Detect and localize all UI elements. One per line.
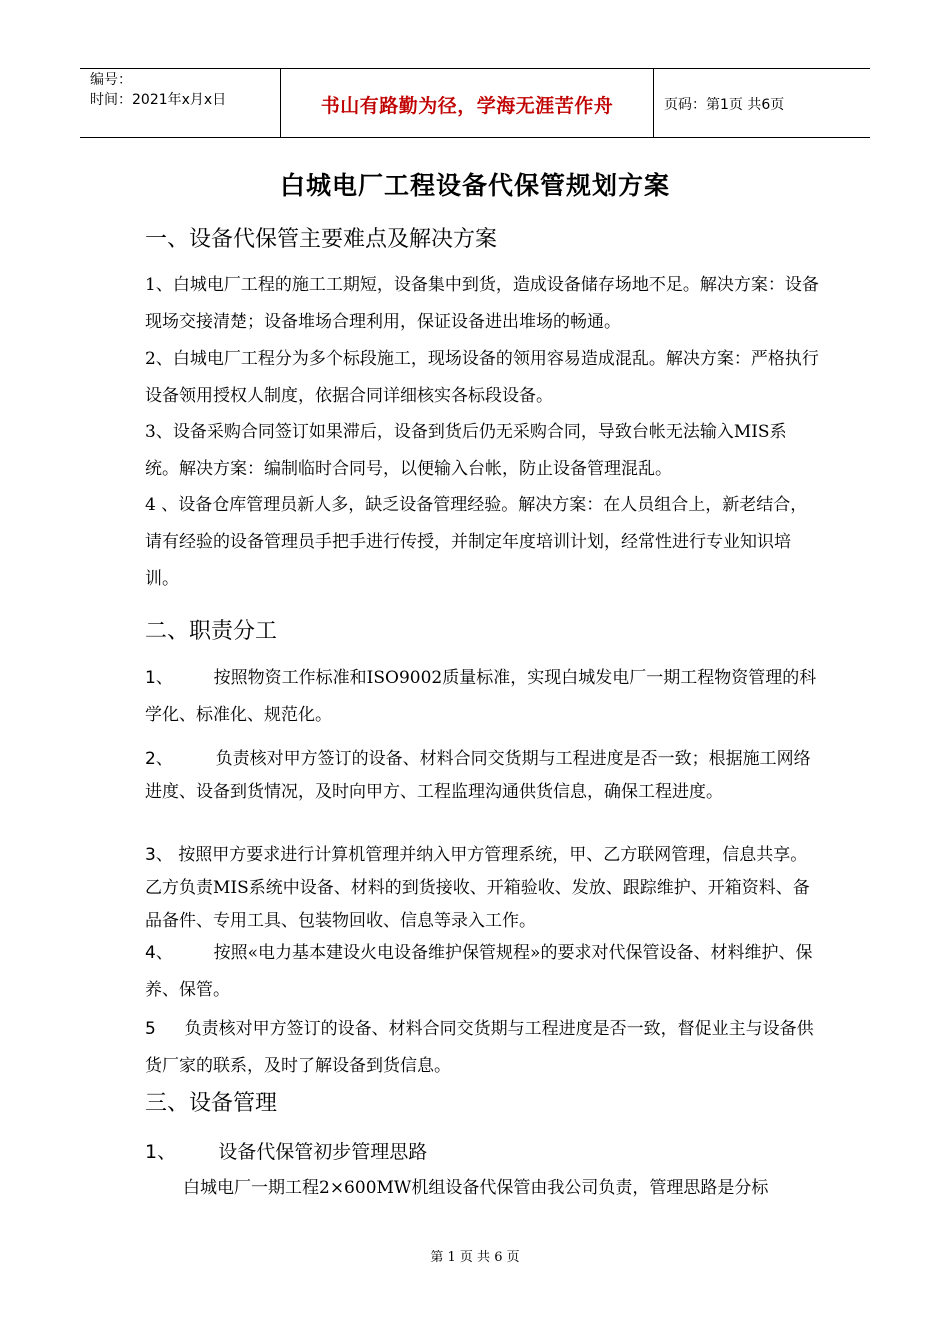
section-2-item-2-number: 2、	[145, 749, 173, 769]
page-number-label: 页码：第1页 共6页	[664, 97, 785, 113]
document-title: 白城电厂工程设备代保管规划方案	[279, 171, 670, 200]
section-1-heading: 一、设备代保管主要难点及解决方案	[145, 227, 498, 252]
section-2-item-5	[145, 1011, 820, 1085]
document-time-label: 时间：2021年x月x日	[90, 92, 227, 108]
section-2-item-2-text: 负责核对甲方签订的设备、材料合同交货期与工程进度是否一致；根据施工网络进度、设备到货情况，及时向甲方、工程监理沟通供货信息，确保工程进度。	[145, 749, 811, 802]
section-2-item-3-text: 按照甲方要求进行计算机管理并纳入甲方管理系统，甲、乙方联网管理，信息共享。乙方负责MIS系统中设备、材料的到货接收、开箱验收、发放、跟踪维护、开箱资料、备品备件、专用工具、包装物回收、信息等录入工作。	[145, 845, 810, 931]
section-2-item-3	[145, 839, 820, 938]
section-3-sub-number: 1、	[145, 1141, 177, 1163]
section-3-paragraph: 白城电厂一期工程2×600MW机组设备代保管由我公司负责，管理思路是分标	[183, 1178, 769, 1198]
section-3-sub-title: 设备代保管初步管理思路	[218, 1141, 428, 1163]
section-2-item-4	[145, 935, 820, 1009]
header-info-cell	[80, 69, 281, 137]
section-3-subheading	[145, 1137, 427, 1164]
section-2-item-5-text: 负责核对甲方签订的设备、材料合同交货期与工程进度是否一致，督促业主与设备供货厂家的联系，及时了解设备到货信息。	[145, 1019, 814, 1076]
section-2-item-3-number: 3、	[145, 845, 173, 865]
section-1-item-2: 2、白城电厂工程分为多个标段施工，现场设备的领用容易造成混乱。解决方案：严格执行设备领用授权人制度，依据合同详细核实各标段设备。	[145, 349, 819, 406]
section-2-item-1	[145, 660, 820, 734]
document-number-label: 编号：	[90, 72, 132, 88]
section-2-item-5-number: 5	[145, 1019, 156, 1039]
header-motto-cell	[281, 69, 654, 137]
section-2-item-4-text: 按照«电力基本建设火电设备维护保管规程»的要求对代保管设备、材料维护、保养、保管。	[145, 943, 813, 1000]
section-3-heading: 三、设备管理	[145, 1091, 278, 1116]
header-page-cell	[654, 69, 870, 137]
section-1-item-3: 3、设备采购合同签订如果滞后，设备到货后仍无采购合同，导致台帐无法输入MIS系统。解决方案：编制临时合同号，以便输入台帐，防止设备管理混乱。	[145, 422, 787, 479]
section-2-heading: 二、职责分工	[145, 619, 278, 644]
section-1-item-4: 4 、设备仓库管理员新人多，缺乏设备管理经验。解决方案：在人员组合上，新老结合，请有经验的设备管理员手把手进行传授，并制定年度培训计划，经常性进行专业知识培训。	[145, 495, 808, 589]
header-table	[80, 68, 870, 138]
section-1-item-1: 1、白城电厂工程的施工工期短，设备集中到货，造成设备储存场地不足。解决方案：设备现场交接清楚；设备堆场合理利用，保证设备进出堆场的畅通。	[145, 275, 819, 332]
section-2-item-1-number: 1、	[145, 668, 173, 688]
section-2-item-2	[145, 743, 820, 809]
page-footer: 第 1 页 共 6 页	[430, 1250, 520, 1265]
section-2-item-1-text: 按照物资工作标准和ISO9002质量标准，实现白城发电厂一期工程物资管理的科学化、标准化、规范化。	[145, 668, 817, 725]
motto-text: 书山有路勤为径，学海无涯苦作舟	[320, 95, 614, 117]
section-2-item-4-number: 4、	[145, 943, 173, 963]
